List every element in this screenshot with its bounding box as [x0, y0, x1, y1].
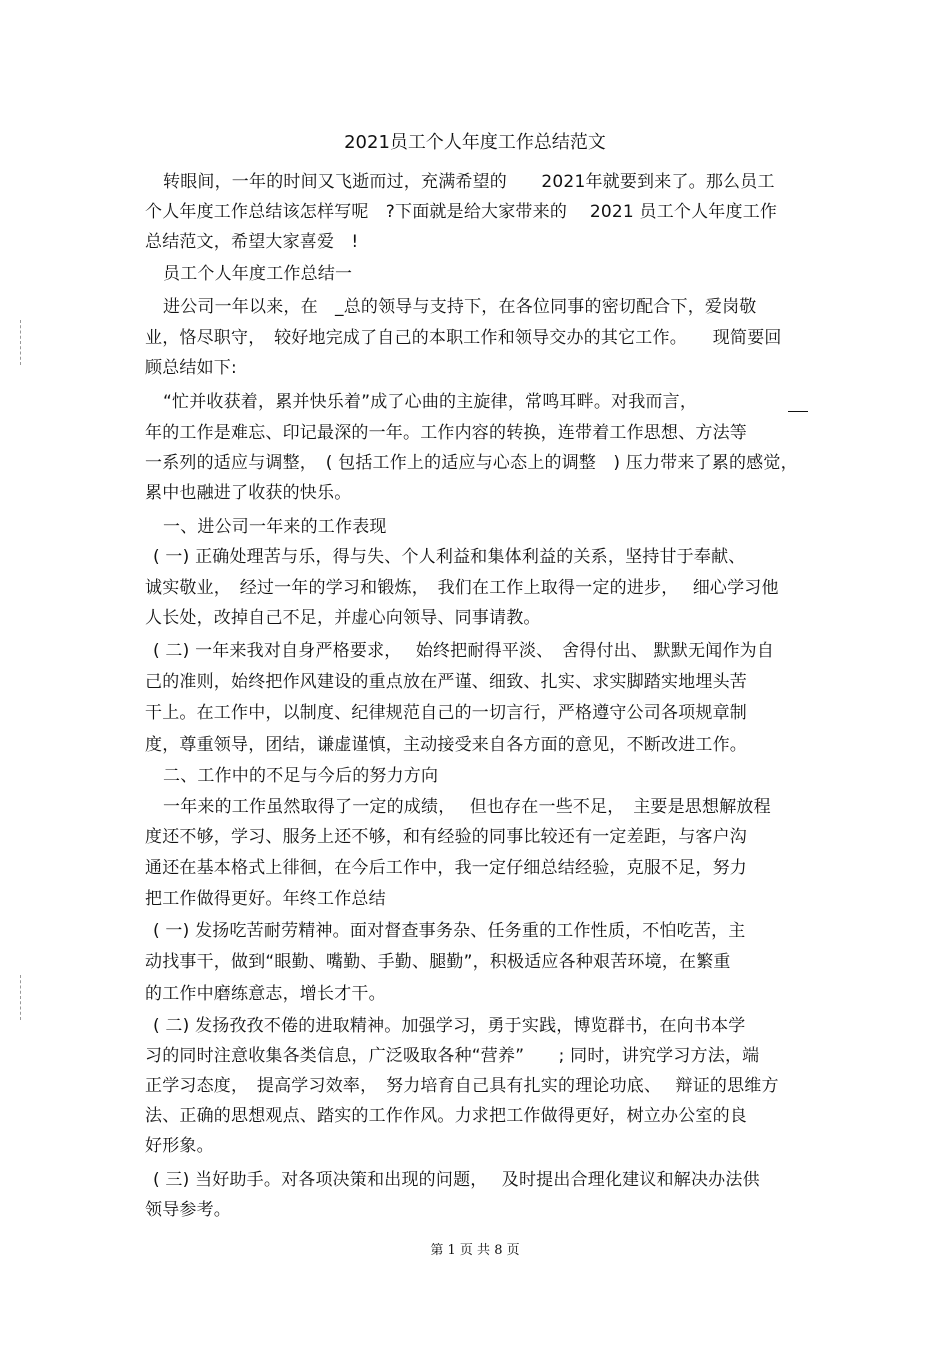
section-heading: 员工个人年度工作总结一 [163, 264, 353, 284]
paragraph-line: 总结范文，希望大家喜爱 ! [145, 232, 359, 252]
binding-margin-marks [20, 320, 23, 365]
paragraph-line: 把工作做得更好。年终工作总结 [145, 889, 386, 909]
blank-underline [788, 411, 808, 412]
paragraph-line: 累中也融进了收获的快乐。 [145, 483, 352, 503]
paragraph-line: 顾总结如下: [145, 358, 237, 378]
paragraph-line: 一系列的适应与调整， ( 包括工作上的适应与心态上的调整 ) 压力带来了累的感觉， [145, 453, 798, 473]
section-heading: 二、工作中的不足与今后的努力方向 [163, 766, 439, 786]
paragraph-line: ( 二) 发扬孜孜不倦的进取精神。加强学习，勇于实践，博览群书，在向书本学 [153, 1016, 746, 1036]
paragraph-line: 个人年度工作总结该怎样写呢 ?下面就是给大家带来的 2021 员工个人年度工作 [145, 202, 778, 222]
paragraph-line: 诚实敬业， 经过一年的学习和锻炼， 我们在工作上取得一定的进步， 细心学习他 [145, 578, 779, 598]
paragraph-line: 好形象。 [145, 1136, 214, 1156]
paragraph-line: 通还在基本格式上徘徊，在今后工作中，我一定仔细总结经验，克服不足，努力 [145, 858, 747, 878]
page-number-footer: 第 1 页 共 8 页 [430, 1243, 520, 1258]
binding-margin-marks [20, 975, 23, 1020]
paragraph-line: 一年来的工作虽然取得了一定的成绩， 但也存在一些不足， 主要是思想解放程 [163, 797, 771, 817]
paragraph-line: 正学习态度， 提高学习效率， 努力培育自己具有扎实的理论功底、 辩证的思维方 [145, 1076, 779, 1096]
paragraph-line: 业，恪尽职守， 较好地完成了自己的本职工作和领导交办的其它工作。 现简要回 [145, 328, 782, 348]
paragraph-line: 人长处，改掉自己不足，并虚心向领导、同事请教。 [145, 608, 541, 628]
paragraph-line: ( 二) 一年来我对自身严格要求， 始终把耐得平淡、 舍得付出、 默默无闻作为自 [153, 641, 775, 661]
paragraph-line: ( 三) 当好助手。对各项决策和出现的问题， 及时提出合理化建议和解决办法供 [153, 1170, 760, 1190]
paragraph-line: 己的准则，始终把作风建设的重点放在严谨、细致、扎实、求实脚踏实地埋头苦 [145, 672, 747, 692]
paragraph-line: 习的同时注意收集各类信息，广泛吸取各种“营养” ; 同时，讲究学习方法，端 [145, 1046, 760, 1066]
paragraph-line: ( 一) 正确处理苦与乐，得与失、个人利益和集体利益的关系，坚持甘于奉献、 [153, 547, 746, 567]
section-heading: 一、进公司一年来的工作表现 [163, 517, 387, 537]
paragraph-line: 度，尊重领导，团结，谦虚谨慎，主动接受来自各方面的意见，不断改进工作。 [145, 735, 747, 755]
paragraph-line: ( 一) 发扬吃苦耐劳精神。面对督查事务杂、任务重的工作性质，不怕吃苦，主 [153, 921, 746, 941]
paragraph-line: 转眼间，一年的时间又飞逝而过，充满希望的 2021年就要到来了。那么员工 [163, 172, 775, 192]
paragraph-line: 法、正确的思想观点、踏实的工作作风。力求把工作做得更好，树立办公室的良 [145, 1106, 747, 1126]
paragraph-line: 年的工作是难忘、印记最深的一年。工作内容的转换，连带着工作思想、方法等 [145, 423, 747, 443]
document-title: 2021员工个人年度工作总结范文 [344, 132, 606, 153]
paragraph-line: 领导参考。 [145, 1200, 231, 1220]
paragraph-line: “忙并收获着，累并快乐着”成了心曲的主旋律，常鸣耳畔。对我而言， [163, 392, 698, 412]
paragraph-line: 动找事干，做到“眼勤、嘴勤、手勤、腿勤”，积极适应各种艰苦环境，在繁重 [145, 952, 731, 972]
paragraph-line: 度还不够，学习、服务上还不够，和有经验的同事比较还有一定差距，与客户沟 [145, 827, 747, 847]
paragraph-line: 的工作中磨练意志，增长才干。 [145, 984, 386, 1004]
paragraph-line: 进公司一年以来，在 _总的领导与支持下，在各位同事的密切配合下，爱岗敬 [163, 297, 757, 317]
paragraph-line: 干上。在工作中，以制度、纪律规范自己的一切言行，严格遵守公司各项规章制 [145, 703, 747, 723]
